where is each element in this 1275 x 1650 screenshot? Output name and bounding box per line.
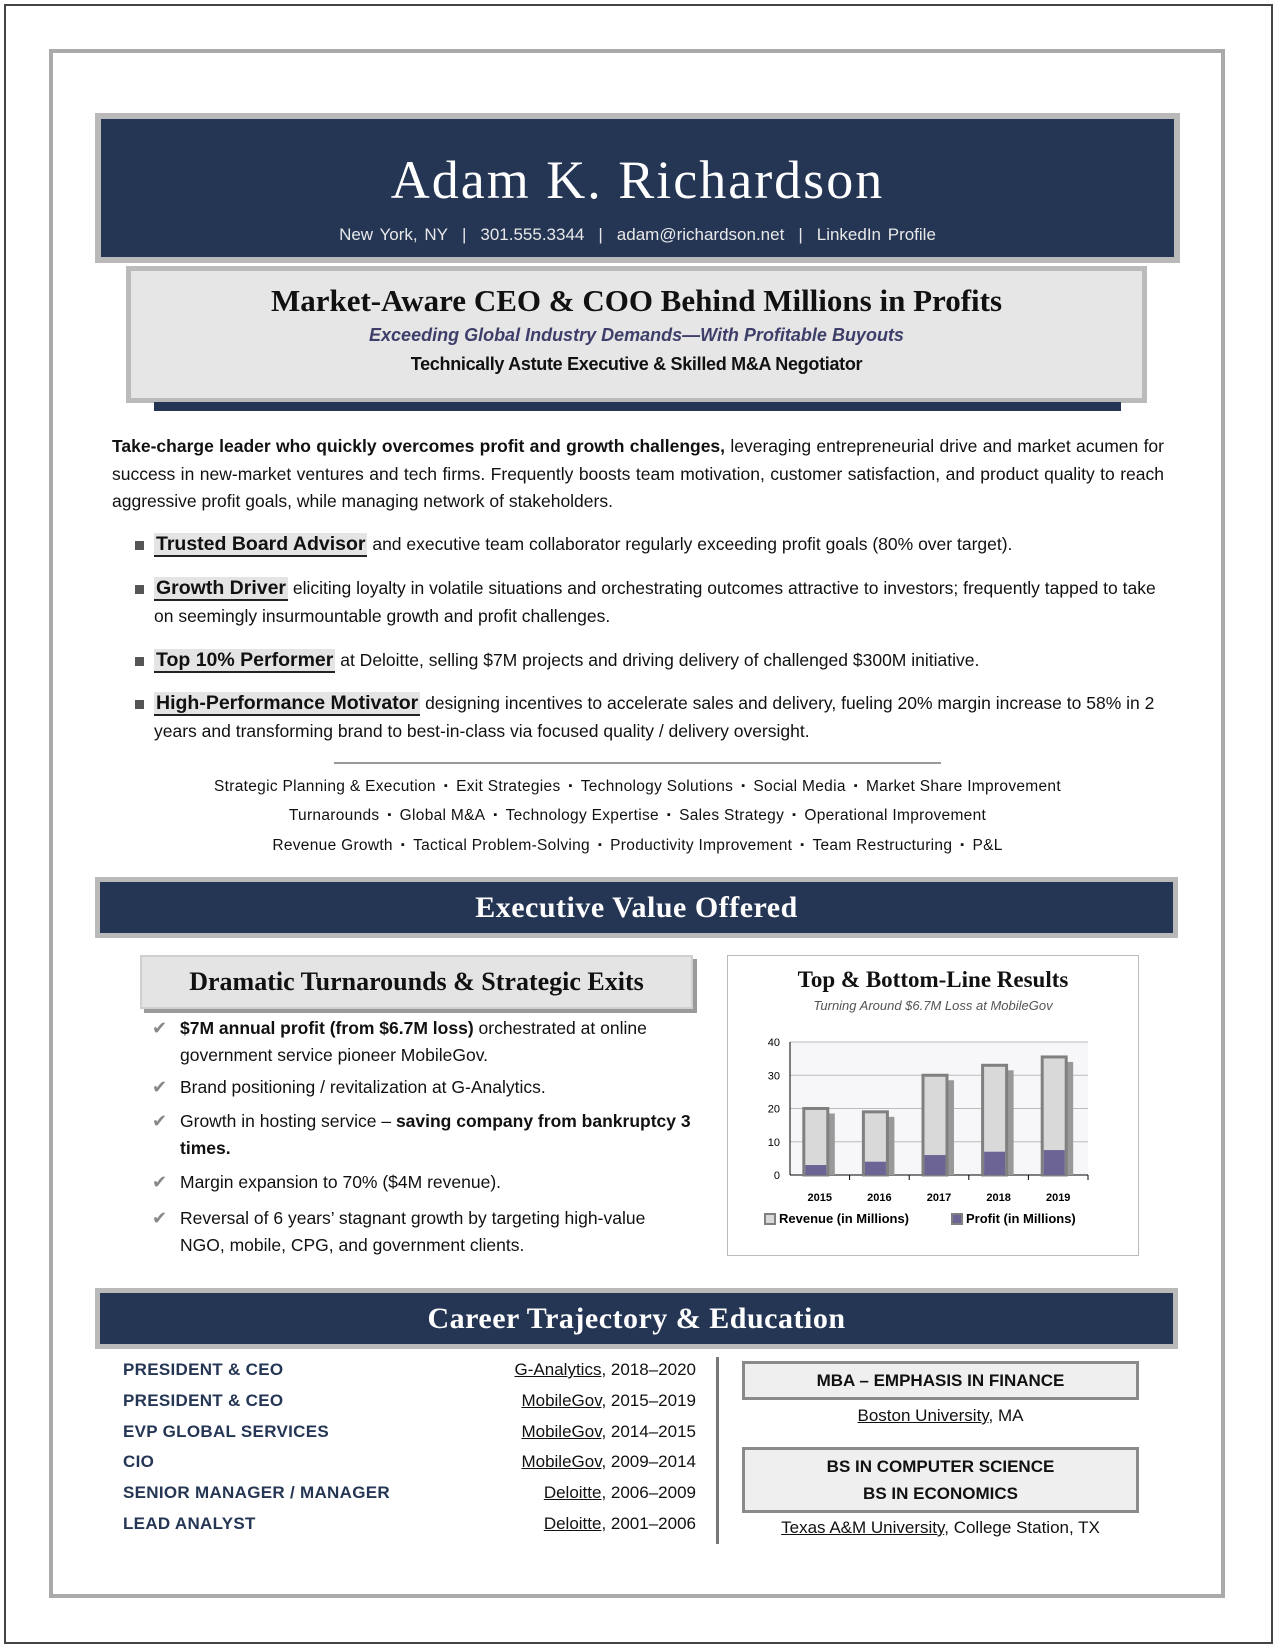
keyword: Productivity Improvement xyxy=(610,837,793,854)
job-company-dates xyxy=(544,1514,696,1534)
job-dates: , 2015–2019 xyxy=(601,1390,696,1410)
separator-icon: ▪ xyxy=(853,780,858,792)
school-line xyxy=(742,1406,1139,1426)
separator-icon: ▪ xyxy=(960,839,965,851)
legend-label: Revenue (in Millions) xyxy=(779,1211,910,1226)
separator-icon: ▪ xyxy=(400,839,406,851)
separator: | xyxy=(598,225,603,244)
keyword: Operational Improvement xyxy=(804,807,987,824)
profit-bar xyxy=(1044,1150,1065,1175)
x-tick-label: 2017 xyxy=(926,1192,952,1204)
checkmark-icon: ✔ xyxy=(152,1018,168,1038)
separator-icon: ▪ xyxy=(792,809,797,821)
job-company-dates xyxy=(521,1391,696,1411)
results-chart xyxy=(727,955,1139,1256)
header-banner xyxy=(95,113,1180,263)
bullet-square-icon xyxy=(135,657,144,666)
separator-icon: ▪ xyxy=(443,780,449,792)
value-text: Reversal of 6 years’ stagnant growth by targeting high-value NGO, mobile, CPG, and government clients. xyxy=(180,1208,646,1255)
degree-box xyxy=(742,1361,1139,1400)
highlight-keyword: Growth Driver xyxy=(156,577,287,599)
keyword: Global M&A xyxy=(399,807,486,824)
summary-body: leveraging entrepreneurial drive and market acumen for success in new-market ventures and tech firms. Frequently boosts team motivation, customer satisfaction, and product quality to reach aggressive profit goals, while managing network of stakeholders. xyxy=(112,436,1164,511)
chart-subtitle: Turning Around $6.7M Loss at MobileGov xyxy=(813,998,1053,1013)
checkmark-icon: ✔ xyxy=(152,1208,168,1228)
separator-icon: ▪ xyxy=(597,839,603,851)
keyword: Team Restructuring xyxy=(812,837,953,854)
job-title: EVP GLOBAL SERVICES xyxy=(123,1421,329,1441)
job-company-dates xyxy=(521,1422,696,1442)
job-title: PRESIDENT & CEO xyxy=(123,1390,284,1410)
column-divider xyxy=(716,1357,719,1544)
value-bold: $7M annual profit (from $6.7M loss) xyxy=(180,1018,474,1038)
checkmark-icon: ✔ xyxy=(152,1172,168,1192)
degree-name: BS IN COMPUTER SCIENCE xyxy=(826,1457,1055,1476)
school-location: , MA xyxy=(988,1406,1024,1425)
keyword: Revenue Growth xyxy=(272,837,393,854)
keyword: Tactical Problem-Solving xyxy=(413,837,590,854)
job-title: PRESIDENT & CEO xyxy=(123,1360,284,1379)
bullet-square-icon xyxy=(135,700,144,709)
location: New York, NY xyxy=(339,225,448,244)
value-item xyxy=(152,1108,692,1162)
divider xyxy=(334,762,941,764)
highlight-text: designing incentives to accelerate sales and delivery, fueling 20% margin increase to 58% in 2 years and transforming brand to best-in-class via focused quality / delivery oversight. xyxy=(154,693,1155,741)
job-dates: , 2001–2006 xyxy=(601,1514,696,1533)
highlight-keyword: Trusted Board Advisor xyxy=(156,533,366,555)
career-row xyxy=(123,1422,696,1452)
summary-lead: Take-charge leader who quickly overcomes profit and growth challenges, xyxy=(112,436,726,456)
checkmark-icon: ✔ xyxy=(152,1077,168,1097)
keyword: Turnarounds xyxy=(288,807,380,824)
legend-swatch xyxy=(765,1214,775,1224)
headline-title: Market-Aware CEO & COO Behind Millions in Profits xyxy=(270,283,1003,318)
job-title: CIO xyxy=(123,1452,155,1472)
keyword-line xyxy=(100,778,1175,796)
job-company-dates xyxy=(521,1452,696,1472)
phone[interactable]: 301.555.3344 xyxy=(480,225,585,244)
company-name: G-Analytics xyxy=(514,1360,602,1379)
separator: | xyxy=(461,225,467,244)
highlight-keyword: Top 10% Performer xyxy=(156,649,334,671)
job-dates: , 2006–2009 xyxy=(601,1483,696,1503)
career-row xyxy=(123,1452,696,1482)
school-name: Boston University xyxy=(857,1406,989,1425)
x-tick-label: 2019 xyxy=(1045,1192,1071,1204)
headline-subtitle: Technically Astute Executive & Skilled M&A Negotiator xyxy=(410,354,863,374)
section-header-value: Executive Value Offered xyxy=(95,877,1178,938)
job-company-dates xyxy=(515,1360,696,1380)
bullet-square-icon xyxy=(135,541,144,550)
school-location: , College Station, TX xyxy=(944,1518,1100,1537)
keyword: Market Share Improvement xyxy=(865,778,1061,795)
highlight-text: and executive team collaborator regularly exceeding profit goals (80% over target). xyxy=(367,534,1013,554)
career-row xyxy=(123,1391,696,1421)
keyword: Social Media xyxy=(753,778,846,795)
headline-box xyxy=(126,266,1147,403)
job-title: LEAD ANALYST xyxy=(123,1514,256,1533)
company-name: Deloitte xyxy=(543,1514,602,1533)
school-name: Texas A&M University xyxy=(781,1518,945,1537)
value-text: Growth in hosting service – xyxy=(180,1111,396,1131)
x-tick-label: 2016 xyxy=(867,1192,892,1204)
job-dates: , 2018–2020 xyxy=(601,1360,696,1379)
x-tick-label: 2015 xyxy=(807,1192,833,1204)
chart-plot xyxy=(728,956,1140,1257)
email-link[interactable]: adam@richardson.net xyxy=(616,225,785,244)
chart-title: Top & Bottom-Line Results xyxy=(797,967,1069,992)
separator: | xyxy=(798,225,803,244)
value-text: Margin expansion to 70% ($4M revenue). xyxy=(180,1172,502,1192)
job-company-dates xyxy=(544,1483,696,1503)
keyword-line xyxy=(100,807,1175,825)
y-tick-label: 0 xyxy=(773,1170,780,1182)
separator-icon: ▪ xyxy=(568,780,573,792)
separator-icon: ▪ xyxy=(387,809,392,821)
company-name: Deloitte xyxy=(543,1483,602,1503)
highlight-item xyxy=(133,647,1163,675)
company-name: MobileGov xyxy=(521,1452,602,1472)
keyword: P&L xyxy=(972,837,1003,854)
value-item xyxy=(152,1015,692,1069)
highlight-text: at Deloitte, selling $7M projects and driving delivery of challenged $300M initiative. xyxy=(335,650,980,670)
checkmark-icon: ✔ xyxy=(152,1111,168,1131)
value-item xyxy=(152,1169,692,1196)
linkedin-link[interactable]: LinkedIn Profile xyxy=(816,225,936,244)
job-title: SENIOR MANAGER / MANAGER xyxy=(123,1483,390,1503)
school-line xyxy=(742,1518,1139,1538)
y-tick-label: 40 xyxy=(767,1037,780,1049)
career-row xyxy=(123,1514,696,1544)
keyword: Strategic Planning & Execution xyxy=(214,778,436,795)
separator-icon: ▪ xyxy=(493,809,498,821)
section-header-career: Career Trajectory & Education xyxy=(95,1288,1178,1349)
legend-swatch xyxy=(952,1214,962,1224)
job-dates: , 2009–2014 xyxy=(601,1452,696,1472)
highlight-item xyxy=(133,531,1163,559)
highlight-item xyxy=(133,575,1163,630)
separator-icon: ▪ xyxy=(800,839,805,851)
separator-icon: ▪ xyxy=(666,809,672,821)
legend-label: Profit (in Millions) xyxy=(966,1211,1076,1226)
profit-bar xyxy=(865,1162,886,1175)
keyword: Sales Strategy xyxy=(679,807,785,824)
company-name: MobileGov xyxy=(521,1421,602,1441)
y-tick-label: 30 xyxy=(767,1070,780,1083)
y-tick-label: 10 xyxy=(767,1136,780,1149)
profit-bar xyxy=(805,1165,826,1175)
y-tick-label: 20 xyxy=(767,1103,780,1116)
bullet-square-icon xyxy=(135,585,144,594)
accent-bar xyxy=(154,402,1121,411)
highlight-keyword: High-Performance Motivator xyxy=(156,692,419,714)
degree-name: BS IN ECONOMICS xyxy=(863,1484,1018,1503)
career-row xyxy=(123,1483,696,1513)
degree-name: MBA – EMPHASIS IN FINANCE xyxy=(816,1371,1065,1390)
profit-bar xyxy=(984,1152,1005,1175)
keyword-line xyxy=(100,837,1175,855)
job-dates: , 2014–2015 xyxy=(601,1421,696,1441)
value-bold-end: saving company from bankruptcy 3 times. xyxy=(180,1111,691,1158)
company-name: MobileGov xyxy=(521,1390,602,1410)
degree-box xyxy=(742,1447,1139,1513)
separator-icon: ▪ xyxy=(741,780,746,792)
keyword: Exit Strategies xyxy=(456,778,561,795)
contact-line xyxy=(101,225,1174,245)
career-row xyxy=(123,1360,696,1390)
keyword: Technology Solutions xyxy=(580,778,734,795)
value-subhead: Dramatic Turnarounds & Strategic Exits xyxy=(140,955,693,1009)
highlight-item xyxy=(133,690,1163,745)
candidate-name: Adam K. Richardson xyxy=(390,150,885,210)
summary-paragraph xyxy=(112,433,1164,516)
highlight-text: eliciting loyalty in volatile situations and orchestrating outcomes attractive to investors; frequently tapped to take on seemingly insurmountable growth and profit challenges. xyxy=(154,578,1156,626)
value-item xyxy=(152,1205,692,1259)
value-text: orchestrated at online government service pioneer MobileGov. xyxy=(180,1018,647,1065)
profit-bar xyxy=(925,1155,946,1175)
value-item xyxy=(152,1074,692,1101)
value-text: Brand positioning / revitalization at G-Analytics. xyxy=(180,1077,546,1097)
x-tick-label: 2018 xyxy=(986,1192,1011,1204)
headline-tagline: Exceeding Global Industry Demands—With Profitable Buyouts xyxy=(369,325,904,345)
keyword: Technology Expertise xyxy=(505,807,659,824)
